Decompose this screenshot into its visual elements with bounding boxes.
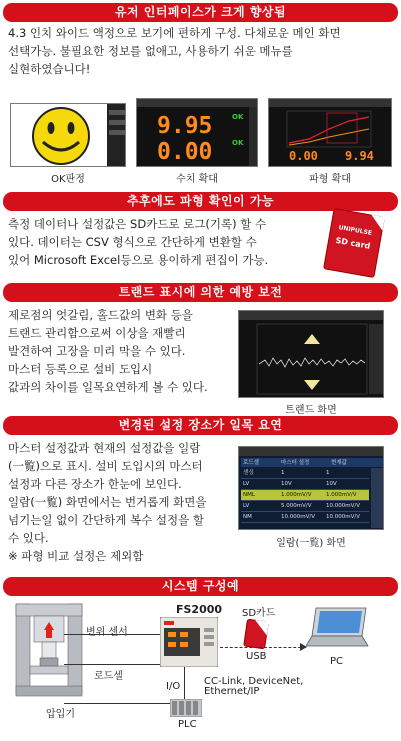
label-io: I/O [166,681,181,692]
list-cell: 센싱 [243,470,254,476]
press-machine-icon [14,602,84,698]
list-screen [238,446,384,530]
label-loadcell: 로드셀 [94,671,123,682]
text-line: 값과의 차이를 일목요연하게 볼 수 있다. [8,380,208,394]
caption-list: 일람(一覧) 화면 [276,538,346,549]
text-line: 제로점의 엇갈림, 홀드값의 변화 등을 [8,308,193,322]
list-cell: 1 [326,470,330,476]
caption-value: 수치 확대 [176,174,218,185]
list-row[interactable] [241,468,369,479]
text-line: 4.3 인치 와이드 액정으로 보기에 편하게 구성. 다채로운 메인 화면 [8,26,341,40]
value-zoom-screen [136,98,258,167]
ok-indicator: OK [232,113,244,121]
list-cell: 1 [281,470,285,476]
trend-description [8,306,243,396]
list-row[interactable] [241,490,369,501]
usb-connection [220,647,306,648]
smiley-icon [11,104,126,167]
value-display-2: 0.00 [157,139,213,165]
sd-label: SD card [334,235,371,251]
label-plc: PLC [178,719,197,730]
label-sensor: 변위 센서 [86,627,128,638]
plc-icon [170,699,202,717]
list-cell: 1.000mV/V [281,492,312,498]
label-device: FS2000 [176,603,223,616]
label-network: CC-Link, DeviceNet, [204,676,304,687]
text-line: 선택가능. 불필요한 정보를 없애고, 사용하기 쉬운 메뉴를 [8,44,293,58]
value-display-1: 9.95 [157,113,213,139]
list-cell: 10.000mV/V [326,514,360,520]
ok-indicator: OK [232,139,244,147]
list-scrollbar[interactable] [371,468,383,528]
list-row[interactable] [241,479,369,490]
list-header: 로드셀 마스터 설정 현재값 [241,458,383,467]
label-usb: USB [246,651,267,662]
waveform-value-1: 0.00 [289,149,318,163]
settings-description [8,439,243,565]
list-cell: 10.000mV/V [281,514,315,520]
label-network-2: Ethernet/IP [204,686,260,697]
text-line: 설정과 다른 장소가 한눈에 보인다. [8,477,182,491]
text-line: (一覧)으로 표시. 설비 도입시의 마스터 [8,459,203,473]
text-line: 마스터 설정값과 현재의 설정값을 일람 [8,441,201,455]
caption-waveform: 파형 확대 [309,174,351,185]
ok-judgement-screen [10,103,126,167]
waveform-value-2: 9.94 [345,149,374,163]
waveform-zoom-screen [268,98,392,167]
list-cell: NML [243,492,255,498]
caption-trend: 트랜드 화면 [285,405,337,416]
text-line: 트랜드 관리함으로써 이상을 재빨리 [8,326,186,340]
caption-ok: OK판정 [51,174,85,185]
list-cell: 10.000mV/V [326,503,360,509]
ui-description [8,24,398,78]
laptop-icon [306,606,370,650]
list-cell: LV [243,481,250,487]
sd-description [8,215,308,269]
sd-card-small-icon [243,619,269,650]
list-row[interactable] [241,512,369,523]
sd-card-icon [323,208,385,278]
section-banner-trend: 트랜드 표시에 의한 예방 보전 [3,283,398,302]
list-row[interactable] [241,501,369,512]
text-line: 수 있다. [8,531,49,545]
text-line: 실현하였습니다! [8,62,91,76]
label-pc: PC [330,656,344,667]
text-line: 있어 Microsoft Excel등으로 용이하게 편집이 가능. [8,253,269,267]
text-line: 측정 데이터나 설정값은 SD카드로 로그(기록) 할 수 [8,217,267,231]
text-line: 마스터 등록으로 설비 도입시 [8,362,153,376]
sd-brand: UNIPULSE [338,224,373,237]
section-banner-sd: 추후에도 파형 확인이 가능 [3,192,398,211]
trend-graph [239,320,384,398]
label-press: 압입기 [46,709,75,720]
list-cell: LV [243,503,250,509]
list-rows [241,468,369,523]
text-line: 넘기는일 없이 간단하게 복수 설정을 할 [8,513,205,527]
section-banner-ui: 유저 인터페이스가 크게 향상됨 [3,3,398,22]
section-banner-settings: 변경된 설정 장소가 일목 요연 [3,416,398,435]
text-line: ※ 파형 비교 설정은 제외함 [8,549,144,563]
section-banner-system: 시스템 구성예 [3,577,398,596]
list-cell: 10V [281,481,292,487]
label-sd: SD카드 [242,608,276,619]
list-cell: 1.000mV/V [326,492,357,498]
text-line: 발견하여 고장을 미리 막을 수 있다. [8,344,186,358]
list-cell: NM [243,514,252,520]
list-cell: 10V [326,481,337,487]
trend-screen [238,310,384,398]
text-line: 있다. 데이터는 CSV 형식으로 간단하게 변환할 수 [8,235,257,249]
text-line: 일람(一覧) 화면에서는 번거롭게 화면을 [8,495,207,509]
list-cell: 5.000mV/V [281,503,312,509]
fs2000-device-icon [160,617,218,667]
